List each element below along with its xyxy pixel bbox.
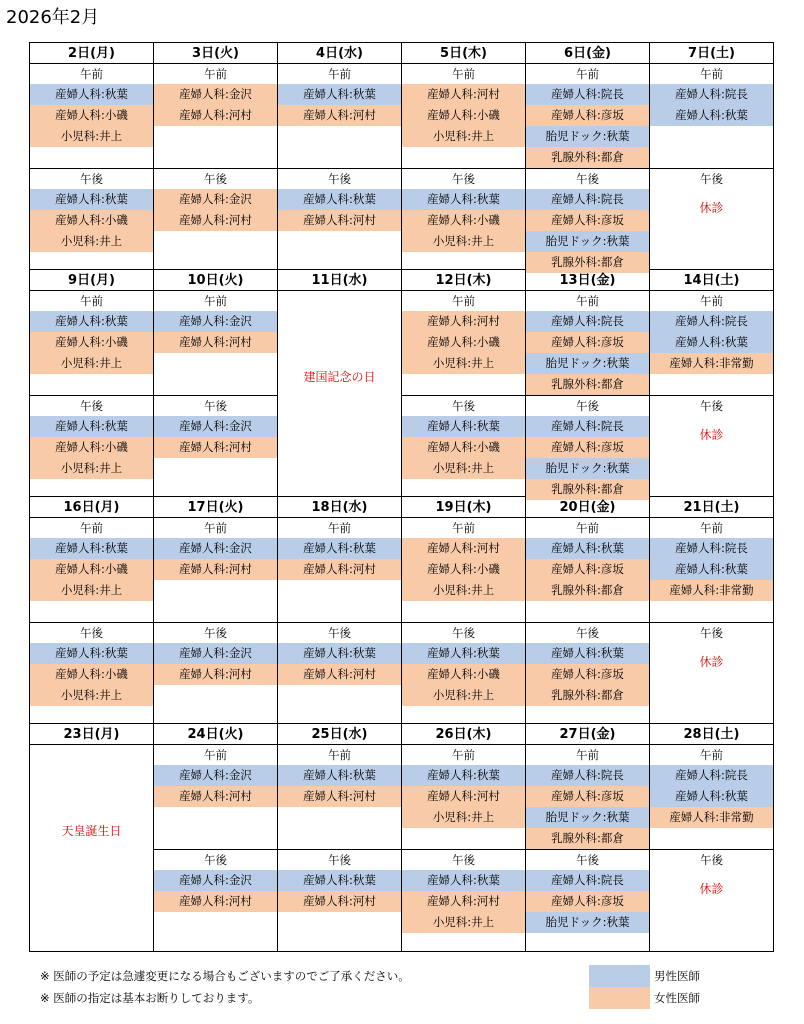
period-label: 午前 <box>328 748 351 762</box>
day-cell <box>278 43 402 269</box>
notes <box>40 965 410 1009</box>
day-cell <box>402 497 526 723</box>
afternoon-section <box>278 850 401 951</box>
doctor-entry: 産婦人科:河村 <box>154 332 277 353</box>
holiday-label: 天皇誕生日 <box>61 824 122 838</box>
week-row <box>30 43 773 270</box>
period-label: 午後 <box>204 853 227 867</box>
doctor-entry: 産婦人科:院長 <box>526 311 649 332</box>
doctor-entry: 産婦人科:秋葉 <box>278 189 401 210</box>
doctor-entry: 産婦人科:彦坂 <box>526 105 649 126</box>
note-line: ※ 医師の指定は基本お断りしております。 <box>40 991 260 1005</box>
morning-section <box>650 518 773 623</box>
day-header: 25日(水) <box>278 724 401 745</box>
day-header: 13日(金) <box>526 270 649 291</box>
period-label: 午前 <box>576 294 599 308</box>
period-label: 午後 <box>576 172 599 186</box>
period-label: 午後 <box>80 626 103 640</box>
morning-section <box>526 291 649 396</box>
day-header: 23日(月) <box>30 724 153 745</box>
doctor-entry: 産婦人科:秋葉 <box>278 870 401 891</box>
doctor-entry: 乳腺外科:都倉 <box>526 580 649 601</box>
day-header: 20日(金) <box>526 497 649 518</box>
period-label: 午後 <box>576 626 599 640</box>
closed-label: 休診 <box>699 201 724 215</box>
period-label: 午前 <box>80 521 103 535</box>
day-header: 11日(水) <box>278 270 401 291</box>
period-label: 午前 <box>700 67 723 81</box>
period-label: 午後 <box>204 626 227 640</box>
doctor-entry: 産婦人科:秋葉 <box>278 538 401 559</box>
doctor-entry: 産婦人科:金沢 <box>154 189 277 210</box>
doctor-entry: 産婦人科:秋葉 <box>402 643 525 664</box>
day-cell <box>278 270 402 496</box>
doctor-entry: 産婦人科:河村 <box>402 786 525 807</box>
doctor-entry: 産婦人科:河村 <box>278 664 401 685</box>
afternoon-section <box>154 850 277 951</box>
doctor-entry: 産婦人科:河村 <box>278 786 401 807</box>
day-header: 18日(水) <box>278 497 401 518</box>
doctor-entry: 小児科:井上 <box>402 685 525 706</box>
day-cell <box>154 497 278 723</box>
doctor-entry: 小児科:井上 <box>402 912 525 933</box>
closed-label: 休診 <box>699 428 724 442</box>
week-row <box>30 724 773 951</box>
doctor-entry: 乳腺外科:都倉 <box>526 479 649 500</box>
day-cell <box>30 270 154 496</box>
doctor-entry: 小児科:井上 <box>402 458 525 479</box>
week-row <box>30 497 773 724</box>
doctor-entry: 産婦人科:彦坂 <box>526 891 649 912</box>
doctor-entry: 乳腺外科:都倉 <box>526 374 649 395</box>
morning-section <box>526 64 649 169</box>
legend-item-male <box>589 965 700 987</box>
doctor-entry: 産婦人科:秋葉 <box>402 870 525 891</box>
closed-label: 休診 <box>699 655 724 669</box>
doctor-entry: 産婦人科:秋葉 <box>30 643 153 664</box>
day-header: 2日(月) <box>30 43 153 64</box>
doctor-entry: 胎児ドック:秋葉 <box>526 807 649 828</box>
afternoon-section <box>154 623 277 724</box>
doctor-entry: 小児科:井上 <box>402 126 525 147</box>
morning-section <box>154 64 277 169</box>
doctor-entry: 産婦人科:金沢 <box>154 416 277 437</box>
doctor-entry: 産婦人科:院長 <box>650 538 773 559</box>
doctor-entry: 産婦人科:河村 <box>154 210 277 231</box>
doctor-entry: 産婦人科:秋葉 <box>526 538 649 559</box>
doctor-entry: 産婦人科:彦坂 <box>526 437 649 458</box>
period-label: 午後 <box>328 853 351 867</box>
legend-swatch-female <box>589 987 650 1009</box>
doctor-entry: 産婦人科:秋葉 <box>30 416 153 437</box>
doctor-entry: 産婦人科:彦坂 <box>526 210 649 231</box>
day-cell <box>526 497 650 723</box>
afternoon-section <box>402 850 525 951</box>
period-label: 午後 <box>204 399 227 413</box>
doctor-entry: 胎児ドック:秋葉 <box>526 458 649 479</box>
doctor-entry: 産婦人科:非常勤 <box>650 580 773 601</box>
period-label: 午後 <box>576 853 599 867</box>
day-cell <box>650 43 773 269</box>
page-title: 2026年2月 <box>6 7 100 28</box>
doctor-entry: 産婦人科:院長 <box>650 84 773 105</box>
doctor-entry: 産婦人科:彦坂 <box>526 559 649 580</box>
doctor-entry: 小児科:井上 <box>402 580 525 601</box>
period-label: 午前 <box>452 521 475 535</box>
day-header: 17日(火) <box>154 497 277 518</box>
doctor-entry: 小児科:井上 <box>30 685 153 706</box>
day-cell <box>402 724 526 951</box>
holiday-label: 建国記念の日 <box>303 370 376 384</box>
period-label: 午前 <box>576 521 599 535</box>
afternoon-section <box>526 850 649 951</box>
period-label: 午後 <box>80 399 103 413</box>
day-cell <box>526 43 650 269</box>
legend <box>589 965 700 1009</box>
doctor-entry: 産婦人科:院長 <box>650 765 773 786</box>
morning-section <box>154 291 277 396</box>
doctor-entry: 産婦人科:小磯 <box>402 210 525 231</box>
doctor-entry: 胎児ドック:秋葉 <box>526 353 649 374</box>
day-cell <box>278 497 402 723</box>
day-header: 14日(土) <box>650 270 773 291</box>
period-label: 午後 <box>700 172 723 186</box>
period-label: 午前 <box>576 748 599 762</box>
afternoon-section <box>278 169 401 270</box>
legend-item-female <box>589 987 700 1009</box>
period-label: 午後 <box>452 399 475 413</box>
period-label: 午後 <box>700 626 723 640</box>
doctor-entry: 産婦人科:小磯 <box>30 105 153 126</box>
doctor-entry: 産婦人科:河村 <box>402 84 525 105</box>
afternoon-section <box>402 623 525 724</box>
doctor-entry: 乳腺外科:都倉 <box>526 685 649 706</box>
doctor-entry: 産婦人科:秋葉 <box>30 538 153 559</box>
morning-section <box>402 518 525 623</box>
doctor-entry: 産婦人科:河村 <box>154 559 277 580</box>
doctor-entry: 小児科:井上 <box>30 458 153 479</box>
doctor-entry: 産婦人科:小磯 <box>402 105 525 126</box>
doctor-entry: 産婦人科:小磯 <box>30 210 153 231</box>
doctor-entry: 産婦人科:金沢 <box>154 765 277 786</box>
morning-section <box>30 518 153 623</box>
doctor-entry: 産婦人科:秋葉 <box>402 765 525 786</box>
doctor-entry: 小児科:井上 <box>30 231 153 252</box>
doctor-entry: 産婦人科:秋葉 <box>402 416 525 437</box>
day-header: 27日(金) <box>526 724 649 745</box>
doctor-entry: 産婦人科:河村 <box>154 105 277 126</box>
afternoon-section <box>30 169 153 270</box>
day-cell <box>650 497 773 723</box>
morning-section <box>650 291 773 396</box>
morning-section <box>526 745 649 850</box>
afternoon-section <box>154 169 277 270</box>
doctor-entry: 産婦人科:秋葉 <box>526 643 649 664</box>
morning-section <box>650 64 773 169</box>
doctor-entry: 産婦人科:院長 <box>526 189 649 210</box>
doctor-entry: 産婦人科:秋葉 <box>278 765 401 786</box>
doctor-entry: 産婦人科:河村 <box>154 437 277 458</box>
doctor-entry: 産婦人科:小磯 <box>402 437 525 458</box>
period-label: 午後 <box>700 399 723 413</box>
legend-label: 男性医師 <box>654 969 700 983</box>
day-cell <box>154 724 278 951</box>
morning-section <box>154 745 277 850</box>
doctor-entry: 小児科:井上 <box>30 353 153 374</box>
doctor-entry: 胎児ドック:秋葉 <box>526 126 649 147</box>
doctor-entry: 産婦人科:小磯 <box>30 559 153 580</box>
period-label: 午前 <box>452 67 475 81</box>
doctor-entry: 産婦人科:院長 <box>526 416 649 437</box>
note-line: ※ 医師の予定は急遽変更になる場合もございますのでご了承ください。 <box>40 969 410 983</box>
period-label: 午前 <box>452 748 475 762</box>
doctor-entry: 小児科:井上 <box>402 807 525 828</box>
doctor-entry: 産婦人科:非常勤 <box>650 807 773 828</box>
day-header: 19日(木) <box>402 497 525 518</box>
doctor-entry: 産婦人科:小磯 <box>30 437 153 458</box>
period-label: 午前 <box>204 748 227 762</box>
day-header: 3日(火) <box>154 43 277 64</box>
period-label: 午前 <box>452 294 475 308</box>
doctor-entry: 産婦人科:秋葉 <box>278 643 401 664</box>
doctor-entry: 産婦人科:金沢 <box>154 538 277 559</box>
afternoon-section <box>650 623 773 724</box>
doctor-entry: 産婦人科:河村 <box>402 891 525 912</box>
day-header: 5日(木) <box>402 43 525 64</box>
doctor-entry: 産婦人科:秋葉 <box>650 332 773 353</box>
period-label: 午後 <box>452 626 475 640</box>
doctor-entry: 産婦人科:金沢 <box>154 870 277 891</box>
doctor-entry: 産婦人科:秋葉 <box>278 84 401 105</box>
doctor-entry: 産婦人科:秋葉 <box>402 189 525 210</box>
morning-section <box>402 64 525 169</box>
afternoon-section <box>526 623 649 724</box>
doctor-entry: 胎児ドック:秋葉 <box>526 912 649 933</box>
period-label: 午前 <box>700 748 723 762</box>
morning-section <box>154 518 277 623</box>
day-header: 21日(土) <box>650 497 773 518</box>
day-header: 12日(木) <box>402 270 525 291</box>
day-cell <box>154 270 278 496</box>
period-label: 午前 <box>80 67 103 81</box>
period-label: 午後 <box>80 172 103 186</box>
period-label: 午前 <box>576 67 599 81</box>
doctor-entry: 産婦人科:院長 <box>526 765 649 786</box>
doctor-entry: 産婦人科:院長 <box>526 870 649 891</box>
doctor-entry: 産婦人科:彦坂 <box>526 332 649 353</box>
doctor-entry: 産婦人科:秋葉 <box>30 84 153 105</box>
day-header: 16日(月) <box>30 497 153 518</box>
afternoon-section <box>402 396 525 497</box>
doctor-entry: 産婦人科:小磯 <box>402 332 525 353</box>
afternoon-section <box>278 623 401 724</box>
day-header: 7日(土) <box>650 43 773 64</box>
doctor-entry: 胎児ドック:秋葉 <box>526 231 649 252</box>
morning-section <box>30 291 153 396</box>
day-header: 4日(水) <box>278 43 401 64</box>
period-label: 午前 <box>204 521 227 535</box>
doctor-entry: 産婦人科:非常勤 <box>650 353 773 374</box>
doctor-entry: 産婦人科:小磯 <box>30 332 153 353</box>
doctor-entry: 産婦人科:彦坂 <box>526 664 649 685</box>
doctor-entry: 産婦人科:彦坂 <box>526 786 649 807</box>
doctor-entry: 産婦人科:河村 <box>278 559 401 580</box>
period-label: 午前 <box>328 67 351 81</box>
doctor-entry: 産婦人科:院長 <box>650 311 773 332</box>
doctor-entry: 産婦人科:河村 <box>402 311 525 332</box>
day-cell <box>30 43 154 269</box>
period-label: 午後 <box>328 172 351 186</box>
morning-section <box>402 291 525 396</box>
day-cell <box>526 724 650 951</box>
day-cell <box>526 270 650 496</box>
day-cell <box>402 43 526 269</box>
period-label: 午前 <box>80 294 103 308</box>
doctor-entry: 産婦人科:河村 <box>278 891 401 912</box>
day-cell <box>278 724 402 951</box>
doctor-entry: 産婦人科:金沢 <box>154 84 277 105</box>
afternoon-section <box>30 623 153 724</box>
doctor-entry: 産婦人科:小磯 <box>402 559 525 580</box>
doctor-entry: 産婦人科:河村 <box>402 538 525 559</box>
period-label: 午前 <box>204 294 227 308</box>
closed-label: 休診 <box>699 882 724 896</box>
doctor-entry: 産婦人科:秋葉 <box>650 786 773 807</box>
doctor-entry: 小児科:井上 <box>30 126 153 147</box>
doctor-entry: 産婦人科:河村 <box>278 105 401 126</box>
day-cell <box>30 724 154 951</box>
legend-swatch-male <box>589 965 650 987</box>
afternoon-section <box>650 396 773 497</box>
period-label: 午後 <box>328 626 351 640</box>
afternoon-section <box>526 396 649 497</box>
day-header: 10日(火) <box>154 270 277 291</box>
morning-section <box>278 518 401 623</box>
legend-label: 女性医師 <box>654 991 700 1005</box>
doctor-entry: 乳腺外科:都倉 <box>526 147 649 168</box>
doctor-entry: 小児科:井上 <box>30 580 153 601</box>
schedule-calendar <box>29 42 774 952</box>
period-label: 午後 <box>204 172 227 186</box>
doctor-entry: 産婦人科:院長 <box>526 84 649 105</box>
doctor-entry: 小児科:井上 <box>402 353 525 374</box>
doctor-entry: 産婦人科:河村 <box>278 210 401 231</box>
day-cell <box>30 497 154 723</box>
afternoon-section <box>650 850 773 951</box>
afternoon-section <box>526 169 649 270</box>
doctor-entry: 産婦人科:秋葉 <box>30 189 153 210</box>
afternoon-section <box>650 169 773 270</box>
period-label: 午後 <box>452 853 475 867</box>
doctor-entry: 乳腺外科:都倉 <box>526 252 649 273</box>
period-label: 午前 <box>700 294 723 308</box>
morning-section <box>278 64 401 169</box>
doctor-entry: 産婦人科:河村 <box>154 664 277 685</box>
doctor-entry: 産婦人科:秋葉 <box>650 105 773 126</box>
period-label: 午後 <box>452 172 475 186</box>
doctor-entry: 産婦人科:小磯 <box>402 664 525 685</box>
day-header: 6日(金) <box>526 43 649 64</box>
morning-section <box>526 518 649 623</box>
period-label: 午前 <box>204 67 227 81</box>
morning-section <box>30 64 153 169</box>
doctor-entry: 産婦人科:金沢 <box>154 311 277 332</box>
doctor-entry: 産婦人科:河村 <box>154 891 277 912</box>
period-label: 午後 <box>700 853 723 867</box>
period-label: 午後 <box>576 399 599 413</box>
doctor-entry: 産婦人科:小磯 <box>30 664 153 685</box>
afternoon-section <box>154 396 277 497</box>
day-cell <box>402 270 526 496</box>
morning-section <box>402 745 525 850</box>
week-row <box>30 270 773 497</box>
period-label: 午前 <box>700 521 723 535</box>
day-header: 9日(月) <box>30 270 153 291</box>
doctor-entry: 産婦人科:秋葉 <box>30 311 153 332</box>
day-cell <box>154 43 278 269</box>
doctor-entry: 小児科:井上 <box>402 231 525 252</box>
morning-section <box>278 745 401 850</box>
day-cell <box>650 724 773 951</box>
period-label: 午前 <box>328 521 351 535</box>
day-header: 28日(土) <box>650 724 773 745</box>
doctor-entry: 産婦人科:河村 <box>154 786 277 807</box>
morning-section <box>650 745 773 850</box>
afternoon-section <box>402 169 525 270</box>
afternoon-section <box>30 396 153 497</box>
day-header: 24日(火) <box>154 724 277 745</box>
day-cell <box>650 270 773 496</box>
doctor-entry: 乳腺外科:都倉 <box>526 828 649 849</box>
doctor-entry: 産婦人科:金沢 <box>154 643 277 664</box>
doctor-entry: 産婦人科:秋葉 <box>650 559 773 580</box>
day-header: 26日(木) <box>402 724 525 745</box>
